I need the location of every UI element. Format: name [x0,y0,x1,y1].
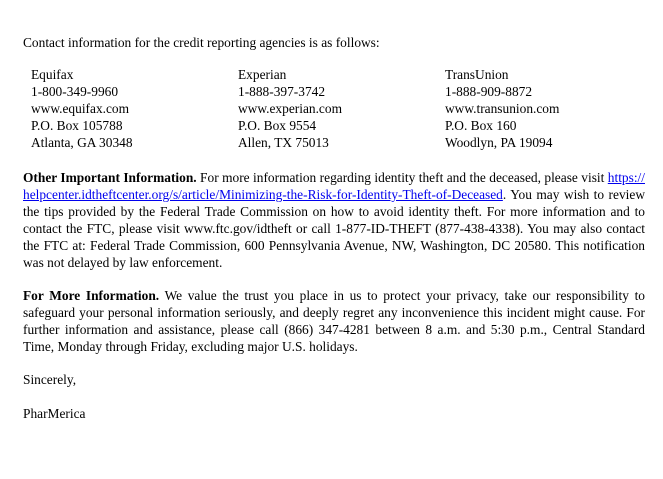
more-info-text: We value the trust you place in us to protect your privacy, take our responsibility to safeguard your personal information seriously, and deeply regret any inconvenience this incident might cause. For further information and assistance, please call (866) 347-4281 between 8 a.m. and 5:30 p.m., Central Standard Time, Monday through Friday, excluding major U.S. holidays. [23,288,646,354]
agency-phone: 1-800-349-9960 [31,84,119,99]
other-info-paragraph [23,169,645,271]
agency-equifax [31,66,133,151]
intro-text: Contact information for the credit reporting agencies is as follows: [23,35,380,50]
agency-experian [238,66,342,151]
agency-city: Allen, TX 75013 [238,135,329,150]
agency-website: www.experian.com [238,101,342,116]
agency-phone: 1-888-909-8872 [445,84,533,99]
agency-po-box: P.O. Box 160 [445,118,517,133]
idtheft-center-link[interactable]: https://helpcenter.idtheftcenter.org/s/article/Minimizing-the-Risk-for-Identity-Theft-of-Deceased [23,170,645,202]
agency-website: www.equifax.com [31,101,130,116]
agency-phone: 1-888-397-3742 [238,84,326,99]
agency-po-box: P.O. Box 105788 [31,118,123,133]
agency-po-box: P.O. Box 9554 [238,118,317,133]
other-info-text-before-link: For more information regarding identity theft and the deceased, please visit [196,170,608,185]
agency-transunion [445,66,559,151]
signature: PharMerica [23,406,86,421]
agency-name: Experian [238,67,287,82]
more-info-paragraph [23,287,645,355]
agency-city: Woodlyn, PA 19094 [445,135,553,150]
closing-salutation: Sincerely, [23,372,77,387]
other-info-heading: Other Important Information. [23,170,197,185]
other-info-text-after-link: . You may wish to review the tips provided by the Federal Trade Commission on how to avoid identity theft. For more information and to contact the FTC, please visit www.ftc.gov/idtheft or call 1-877-ID-THEFT (877-438-4338). You may also contact the FTC at: Federal Trade Commission, 600 Pennsylvania Avenue, NW, Washington, DC 20580. This notification was not delayed by law enforcement. [23,187,645,270]
agency-name: Equifax [31,67,74,82]
agency-website: www.transunion.com [445,101,560,116]
more-info-heading: For More Information. [23,288,160,303]
agency-city: Atlanta, GA 30348 [31,135,133,150]
agency-name: TransUnion [445,67,509,82]
